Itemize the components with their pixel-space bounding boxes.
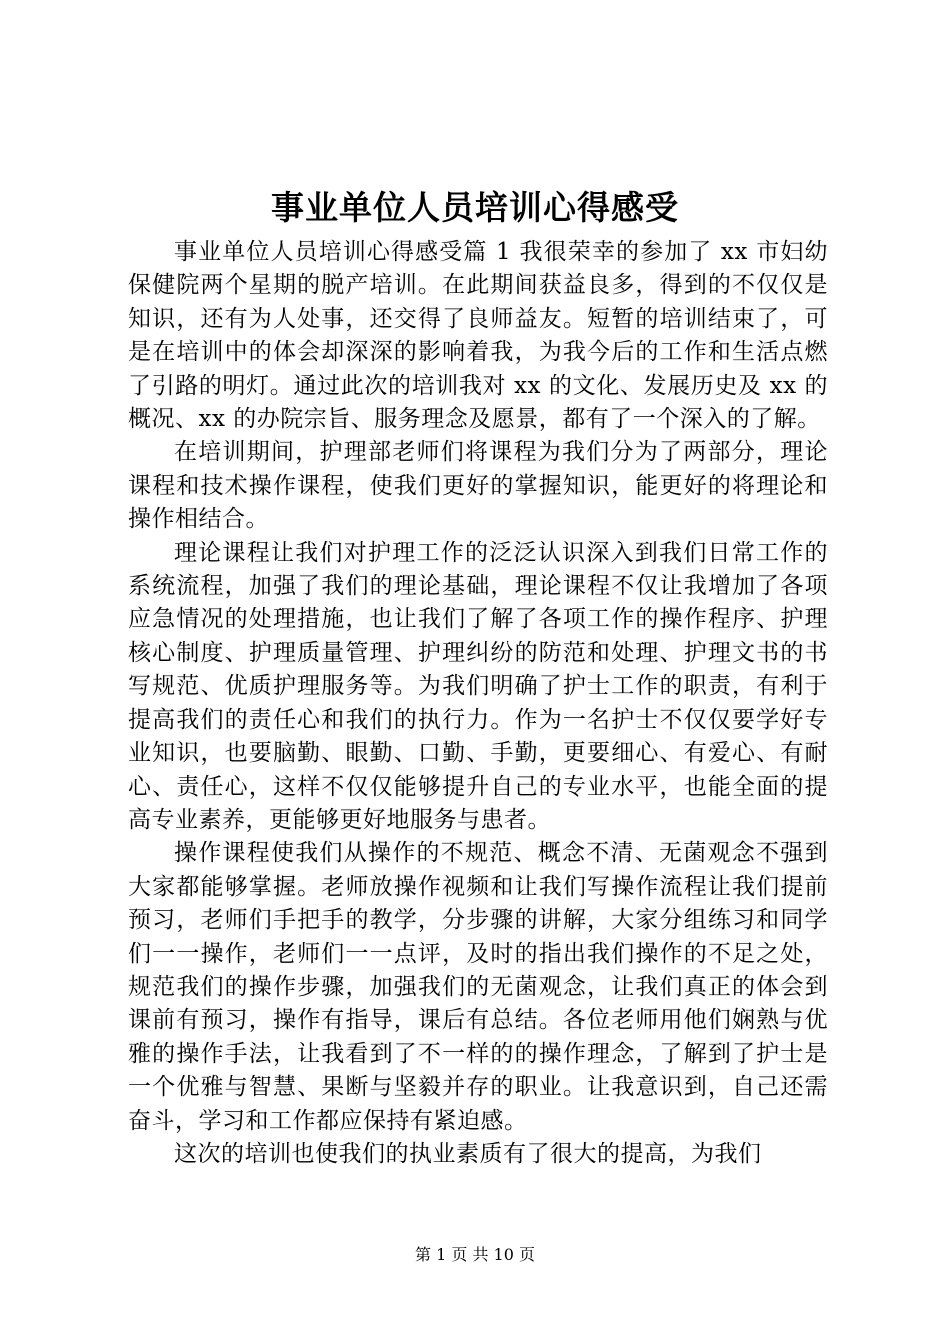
document-title: 事业单位人员培训心得感受	[271, 188, 679, 227]
paragraph: 操作课程使我们从操作的不规范、概念不清、无菌观念不强到大家都能够掌握。老师放操作视频和让我们写操作流程让我们提前预习，老师们手把手的教学，分步骤的讲解，大家分组练习和同学们一一操作，老师们一一点评，及时的指出我们操作的不足之处，规范我们的操作步骤，加强我们的无菌观念，让我们真正的体会到课前有预习，操作有指导，课后有总结。各位老师用他们娴熟与优雅的操作手法，让我看到了不一样的的操作理念，了解到了护士是一个优雅与智慧、果断与坚毅并存的职业。让我意识到，自己还需奋斗，学习和工作都应保持有紧迫感。	[128, 840, 828, 1134]
document-body	[128, 236, 828, 1171]
paragraph: 在培训期间，护理部老师们将课程为我们分为了两部分，理论课程和技术操作课程，使我们更好的掌握知识，能更好的将理论和操作相结合。	[128, 439, 828, 533]
paragraph: 事业单位人员培训心得感受篇 1 我很荣幸的参加了 xx 市妇幼保健院两个星期的脱产培训。在此期间获益良多，得到的不仅仅是知识，还有为人处事，还交得了良师益友。短暂的培训结束了，可是在培训中的体会却深深的影响着我，为我今后的工作和生活点燃了引路的明灯。通过此次的培训我对 xx 的文化、发展历史及 xx 的概况、xx 的办院宗旨、服务理念及愿景，都有了一个深入的了解。	[128, 239, 828, 433]
paragraph: 这次的培训也使我们的执业素质有了很大的提高，为我们	[174, 1140, 762, 1167]
page-number-footer: 第 1 页 共 10 页	[415, 1245, 535, 1264]
paragraph: 理论课程让我们对护理工作的泛泛认识深入到我们日常工作的系统流程，加强了我们的理论基础，理论课程不仅让我增加了各项应急情况的处理措施，也让我们了解了各项工作的操作程序、护理核心制度、护理质量管理、护理纠纷的防范和处理、护理文书的书写规范、优质护理服务等。为我们明确了护士工作的职责，有利于提高我们的责任心和我们的执行力。作为一名护士不仅仅要学好专业知识，也要脑勤、眼勤、口勤、手勤，更要细心、有爱心、有耐心、责任心，这样不仅仅能够提升自己的专业水平，也能全面的提高专业素养，更能够更好地服务与患者。	[128, 539, 828, 833]
